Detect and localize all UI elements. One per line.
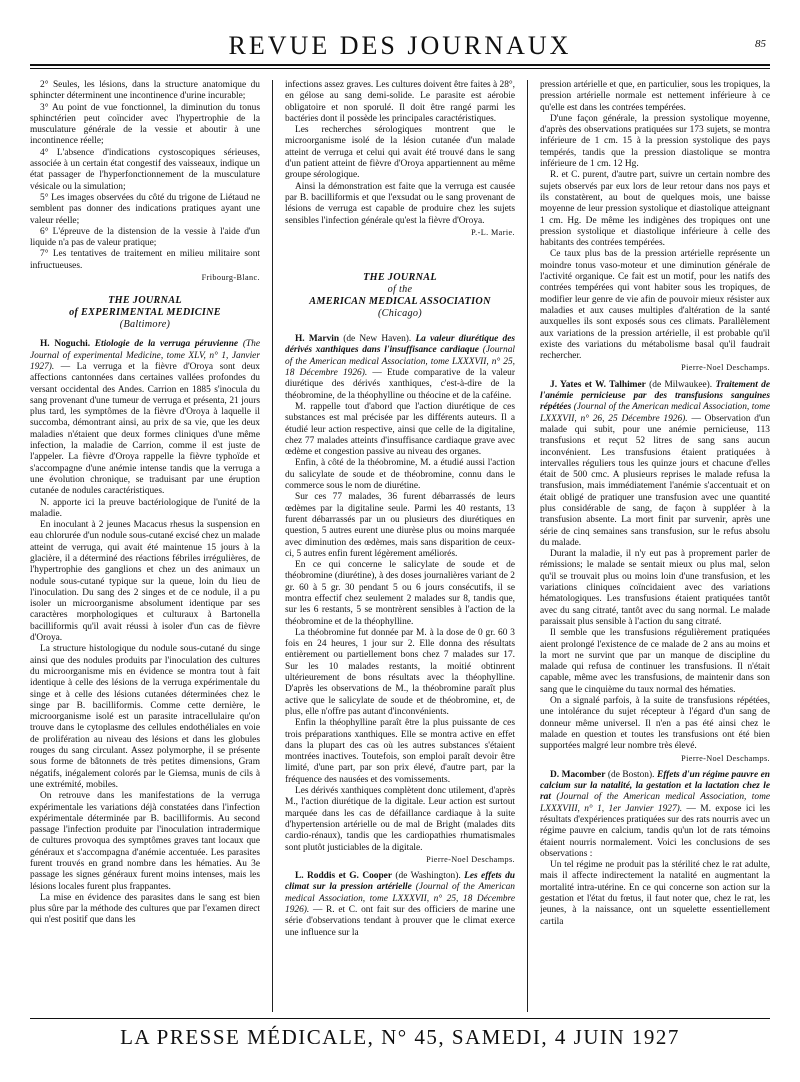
article-text: — La verruga et la fièvre d'Oroya sont deux affections cantonnées dans certaines vallées profondes du versant occidental des Andes. Carrion en 1885 s'inocula du sang provenant d'une tumeur de verruga et présenta, 21 jours plus tard, les symptômes de la fièvre d'Oroya à laquelle il succomba, démontrant ainsi, au prix de sa vie, que les deux maladies n'étaient que deux formes cliniques d'une même infection, la maladie de Carrion, comme il est juste de l'appeler. La fièvre d'Oroya rappelle la fièvre typhoïde et s'accompagne d'une anémie intense tandis que la verruga a une évolution chronique, se traduisant par une éruption cutanée de nodules caractéristiques. [30,361,260,497]
article-paragraph: infections assez graves. Les cultures doivent être faites à 28°, en gélose au sang demi-solide. Le parasite est aérobie obligatoire et non sporulé. Il doit être rangé parmi les bactéries dont il possède les principales caractéristiques. [285,80,515,124]
column-divider [272,80,273,1012]
journal-title: THE JOURNAL [108,295,182,307]
author-signature: Pierre-Noel Deschamps. [426,854,515,864]
article-paragraph [540,380,770,549]
header-rule-thin [30,68,770,69]
article-reference: (Journal of the American medical Association, tome LXXXVII, n° 25, 18 Décembre 1926). [285,882,515,915]
column-2 [285,80,515,1012]
author-signature: Fribourg-Blanc. [201,273,260,283]
article-reference: (Journal of the American medical Association, tome LXXXVII, n° 25, 18 Décembre 1926). [285,345,515,379]
author-signature: Pierre-Noel Deschamps. [681,753,770,763]
article-paragraph: Enfin, à côté de la théobromine, M. a étudié aussi l'action du salicylate de soude et de théobromine, connu dans le commerce sous le nom de diurétine. [285,458,515,492]
author-signature: Pierre-Noel Deschamps. [681,363,770,373]
article-paragraph: En ce qui concerne le salicylate de soude et de théobromine (diurétine), à des doses journalières variant de 2 gr. 60 à 5 gr. 30 pendant 5 ou 6 jours consécutifs, il se montra effectif chez seulement 2 malades sur 8, tandis que, sur les 6 restants, 5 se montrèrent sensibles à l'action de la théobromine et de la théophylline. [285,560,515,627]
article-title: La valeur diurétique des dérivés xanthiques dans l'insuffisance cardiaque [285,334,515,356]
article-paragraph [540,770,770,860]
article-paragraph: La structure histologique du nodule sous-cutané du singe ainsi que des nodules produits par l'inoculation des cultures du microorganisme mis en évidence se montra tout à fait identique à celle des lésions de la verruga expérimentale du singe et à celle des lésions cutanées déterminées chez le singe par B. bacilliformis. Comme cette dernière, le microorganisme isolé est un parasite intracellulaire qu'on trouve dans le cytoplasme des cellules endothéliales en voie de prolifération au niveau des lésions et dans les globules rouges du sang circulant. Assez polymorphe, il se présente sous forme de bâtonnets de très petites dimensions, Gram négatifs, inégalement colorés par le Giemsa, munis de cils à une extrémité, mobiles. [30,644,260,790]
list-item: 5° Les images observées du côté du trigone de Liétaud ne semblent pas donner des indications pratiques ayant une valeur réelle; [30,192,260,226]
footer-rule [30,1018,770,1019]
article-text: — R. et C. ont fait sur des officiers de marine une série d'observations tendant à prouver que le climat exerce une influence sur la [285,905,515,938]
article-paragraph: Ainsi la démonstration est faite que la verruga est causée par B. bacilliformis et que l'exsudat ou le sang provenant de lésions de verruga est capable de produire chez les sujets sensibles l'infection générale qu'est la fièvre d'Oroya. [285,181,515,226]
article-paragraph [285,334,515,402]
article-paragraph: La mise en évidence des parasites dans le sang est bien plus sûre par la méthode des cultures que par l'examen direct qui n'est positif que dans les [30,892,260,926]
article-title: Etiologie de la verruga péruvienne [94,339,239,350]
author-place: (de Boston). [607,769,655,780]
article-paragraph: Durant la maladie, il n'y eut pas à proprement parler de rémissions; le malade se sentait mieux ou plus mal, selon qu'il se trouvait plus ou moins loin d'une transfusion, et les variations cliniques coïncidaient avec des variations hématologiques. Les transfusions étaient pratiquées tantôt avec du sang citraté, tantôt avec du sang normal. Le malade paraissait plus sensible à l'action du sang citraté. [540,549,770,627]
column-divider [527,80,528,1012]
article-paragraph: Sur ces 77 malades, 36 furent débarrassés de leurs œdèmes par la digitaline seule. Parmi les 40 restants, 13 furent débarrassés par un ou plusieurs des diurétiques en question, 5 autres eurent une diurèse plus ou moins marquée avec diminution des œdèmes, mais sans disparition de ceux-ci, 5 autres enfin furent légèrement améliorés. [285,492,515,559]
article-paragraph: On a signalé parfois, à la suite de transfusions répétées, une intolérance du sujet récepteur à l'égard d'un sang de donneur même universel. Il n'en a pas été ainsi chez le malade en question et toutes les transfusions ont été bien supportées malgré leur nombre très élevé. [540,696,770,752]
page-footer [30,1018,770,1052]
article-columns [30,80,770,1012]
article-paragraph: Les dérivés xanthiques complètent donc utilement, d'après M., l'action diurétique de la digitale. Leur action est surtout marquée dans les cas de défaillance cardiaque à la suite d'hypertension artérielle ou de mal de Bright (malades dits cardio-rénaux), tandis que les cardiopathies rhumatismales sont plutôt justiciables de la digitale. [285,786,515,853]
article-text: — Observation d'un malade qui subit, pour une anémie pernicieuse, 113 transfusions et reçut 52 litres de sang sans aucun inconvénient. Les transfusions étaient pratiquées à intervalles réguliers tous les quinze jours et chacune d'elles était de 500 cmc. A plusieurs reprises le malade refusa la transfusion, mais immédiatement l'anémie s'accentuait et on était obligé de pratiquer une transfusion avec une quantité plus considérable de sang, de façon à suppléer à la transfusion absente. La mort finit par survenir, après une série de cinq semaines sans transfusion, sur le refus absolu du malade. [540,413,770,548]
column-1 [30,80,260,1012]
article-text: — M. expose ici les résultats d'expériences pratiquées sur des rats nourris avec un régime pauvre en calcium, tandis qu'un lot de rats témoins étaient nourris normalement. Voici les conclusions de ses observations : [540,803,770,859]
author-place: (de Washington). [395,871,461,882]
article-reference: (The Journal of experimental Medicine, tome XLV, n° 1, Janvier 1927). [30,339,260,372]
article-paragraph: Enfin la théophylline paraît être la plus puissante de ces trois préparations xanthiques. Elle se montra active en effet dans la plupart des cas où les autres substances s'étaient montrées inactives. Toutefois, son emploi paraît devoir être limité, d'une part, par son prix élevé, d'autre part, par la fréquence des nausées et des vomissements. [285,718,515,785]
article-author: H. Noguchi. [40,339,91,350]
article-paragraph: Un tel régime ne produit pas la stérilité chez le rat adulte, mais il affecte indirectement la natalité en augmentant la mortalité intra-utérine. En ce qui concerne son action sur la gestation et l'état du fœtus, il faut noter que, chez le rat, les jeunes, à la naissance, ont un squelette essentiellement cartila [540,860,770,927]
article-paragraph: La théobromine fut donnée par M. à la dose de 0 gr. 60 3 fois en 24 heures, 1 jour sur 2. Elle donna des résultats entièrement ou partiellement bons chez 7 malades sur 17. Sur les 10 malades restants, la moitié obtinrent ultérieurement de bons résultats avec la théophylline. D'après les observations de M., la théobromine paraît plus active que le salicylate de soude et de théobromine, et, de plus, elle n'offre pas autant d'inconvénients. [285,627,515,717]
article-paragraph [30,339,260,497]
article-author: D. Macomber [550,769,606,780]
article-paragraph: Ce taux plus bas de la pression artérielle représente un moindre tonus vaso-moteur et une diminution générale de l'activité organique. Ce fait est un motif, pour les natifs des contrées tempérées qui vont habiter sous les tropiques, de modifier leur genre de vie afin de pouvoir mieux résister aux maladies et aux causes multiples d'altération de la santé auxquelles ils sont exposés sous ces climats. Parallèlement aux variations de la pression artérielle, il est probable qu'il existe des variations du métabolisme basal qu'il faudrait rechercher. [540,249,770,362]
article-paragraph: Il semble que les transfusions régulièrement pratiquées aient prolongé l'existence de ce malade de 2 ans au moins et la mort ne survint que par un manque de discipline du malade qui refusa de continuer les transfusions. Il n'était capable, même avec les transfusions, de maintenir dans son sang que le cinquième du taux normal des hématies. [540,628,770,695]
header-rule [30,64,770,66]
list-item: 6° L'épreuve de la distension de la vessie à l'aide d'un liquide n'a pas de valeur pratique; [30,226,260,249]
journal-city: (Chicago) [377,308,422,320]
article-author: H. Marvin [295,334,340,345]
article-paragraph: On retrouve dans les manifestations de la verruga expérimentale les variations déjà constatées dans l'infection expérimentale déterminée par B. bacilliformis. Au second passage l'infection produite par l'inoculation intradermique de cultures provoqua des symptômes graves tant locaux que généraux et s'accompagna d'anémie accentuée. Les parasites furent trouvés en grand nombre dans les hématies. Au 3e passage les signes généraux furent moins intenses, mais les lésions locales furent plus frappantes. [30,791,260,892]
article-author: J. Yates et W. Talhimer [550,379,646,390]
article-title: Traitement de l'anémie pernicieuse par des transfusions sanguines répétées [540,379,770,413]
journal-name: of EXPERIMENTAL MEDICINE [69,307,221,319]
publication-line: LA PRESSE MÉDICALE, N° 45, SAMEDI, 4 JUIN 1927 [120,1025,680,1049]
article-reference: (Journal of the American medical Association, tome LXXXVIII, n° 1, 1er Janvier 1927). [540,792,770,814]
page-number: 85 [755,38,766,50]
journal-title: THE JOURNAL [363,272,437,284]
article-paragraph: D'une façon générale, la pression systolique moyenne, d'après des observations pratiquées sur 173 sujets, se montra inférieure de 1 cm. 15 à la pression systolique des pays tempérés, tandis que la pression diastolique se montra inférieure de 1 cm. 12 Hg. [540,113,770,170]
article-author: L. Roddis et G. Cooper [295,871,392,882]
author-signature: P.-L. Marie. [471,227,515,237]
article-paragraph: M. rappelle tout d'abord que l'action diurétique de ces substances est mal précisée par les différents auteurs. Il a étudié leur action respective, ainsi que celle de la digitaline, chez 77 malades atteints d'insuffisance cardiaque grave avec œdème et congestion passive au niveau des organes. [285,401,515,458]
list-item: 7° Les tentatives de traitement en milieu militaire sont infructueuses. [30,249,260,271]
article-reference: (Journal of the American medical Association, tome LXXXVII, n° 26, 25 Décembre 1926). [540,402,770,424]
journal-of: of the [387,284,413,296]
journal-city: (Baltimore) [119,319,171,331]
article-paragraph: N. apporte ici la preuve bactériologique de l'unité de la maladie. [30,497,260,519]
article-paragraph [285,871,515,939]
author-place: (de Milwaukee). [649,379,713,390]
page-header [30,30,770,70]
article-title: Les effets du climat sur la pression artérielle [285,871,515,893]
article-paragraph: R. et C. purent, d'autre part, suivre un certain nombre des sujets observés par eux lors de leur retour dans nos pays et ils constatèrent, au bout de quelques mois, une baisse moyenne de leur pression systolique et diastolique atteignant 1 cm. Hg. De même les indigènes des tropiques ont une pression systolique et diastolique inférieure à celle des habitants des contrées tempérées. [540,170,770,249]
list-item: 3° Au point de vue fonctionnel, la diminution du tonus sphinctérien peut coïncider avec l'hypertrophie de la musculature générale de la vessie et aboutir à une incontinence réelle; [30,102,260,147]
journal-name: AMERICAN MEDICAL ASSOCIATION [309,296,491,308]
list-item: 4° L'absence d'indications cystoscopiques sérieuses, associée à un certain état congestif des vaisseaux, indique un état passager de l'hyperfonctionnement de la musculature vésicale ou la simulation; [30,147,260,192]
column-3 [540,80,770,1012]
journal-heading [285,272,515,320]
list-item: 2° Seules, les lésions, dans la structure anatomique du sphincter déterminent une incontinence d'urine incurable; [30,80,260,102]
journal-section-title: REVUE DES JOURNAUX [228,31,572,60]
article-paragraph: Les recherches sérologiques montrent que le microorganisme isolé de la lésion cutanée d'un malade atteint de verruga et celui qui avait été trouvé dans le sang d'un patient atteint de fièvre d'Oroya appartiennent au même groupe sérologique. [285,125,515,181]
author-place: (de New Haven). [343,334,412,345]
journal-heading [30,295,260,331]
article-text: — Etude comparative de la valeur diurétique des dérivés xanthiques, c'est-à-dire de la théobromine, de la théophylline ou théocine et de la caféine. [285,368,515,401]
article-paragraph: pression artérielle et que, en particulier, sous les tropiques, la pression artérielle normale est nettement inférieure à ce qu'elle est dans les contrées tempérées. [540,80,770,113]
article-paragraph: En inoculant à 2 jeunes Macacus rhesus la suspension en eau chlorurée d'un nodule sous-cutané excisé chez un malade atteint de verruga, qui avait été maintenue 15 jours à la glacière, il a déterminé des réactions fébriles irrégulières, de l'hypertrophie des ganglions et chez un des animaux un nodule sous-cutané typique sur la queue, loin du lieu de l'inoculation. Du sang des 2 singes et de ce nodule, il a pu isoler un microorganisme absolument identique par ses caractères morphologiques et culturaux à Bartonella bacilliformis qu'il avait réussi à isoler d'un cas de fièvre d'Oroya. [30,520,260,644]
article-title: Effets d'un régime pauvre en calcium sur la natalité, la gestation et la lactation chez le rat [540,769,770,803]
